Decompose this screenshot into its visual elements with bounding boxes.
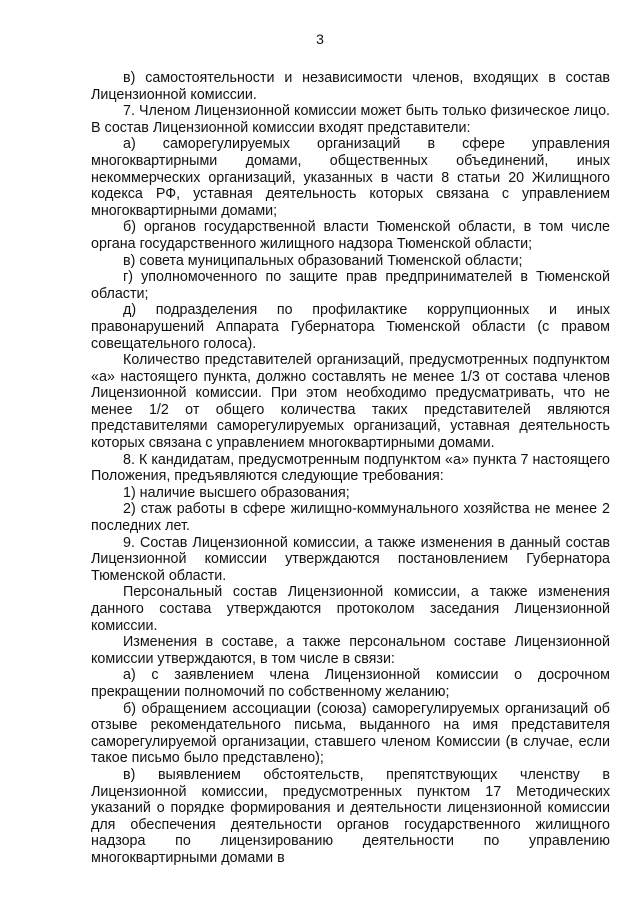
paragraph-8-requirements: 8. К кандидатам, предусмотренным подпунктом «а» пункта 7 настоящего Положения, предъявляются следующие требования: — [91, 451, 610, 485]
paragraph-7a-sro: а) саморегулируемых организаций в сфере управления многоквартирными домами, общественных объединений, иных некоммерческих организаций, указанных в части 8 статьи 20 Жилищного кодекса РФ, уставная деятельность которых связана с управлением многоквартирными домами; — [91, 136, 610, 219]
page-number: 3 — [316, 31, 324, 47]
paragraph-9-personal-composition: Персональный состав Лицензионной комиссии, а также изменения данного состава утверждаются протоколом заседания Лицензионной комиссии. — [91, 584, 610, 634]
document-body — [91, 70, 610, 867]
paragraph-9-changes: Изменения в составе, а также персональном составе Лицензионной комиссии утверждаются, в том числе в связи: — [91, 634, 610, 667]
paragraph-3v-independence: в) самостоятельности и независимости членов, входящих в состав Лицензионной комиссии. — [91, 70, 610, 103]
paragraph-7d-anticorruption: д) подразделения по профилактике коррупционных и иных правонарушений Аппарата Губернатора Тюменской области (с правом совещательного голоса). — [91, 302, 610, 352]
paragraph-9-approval: 9. Состав Лицензионной комиссии, а также изменения в данный состав Лицензионной комиссии утверждаются постановлением Губернатора Тюменской области. — [91, 534, 610, 584]
paragraph-9b-recall-letter: б) обращением ассоциации (союза) саморегулируемых организаций об отзыве рекомендательного письма, выданного на имя представителя саморегулируемой организации, ставшего членом Комиссии (в случае, если такое письмо было представлено); — [91, 700, 610, 767]
paragraph-7v-municipal-council: в) совета муниципальных образований Тюменской области; — [123, 252, 523, 269]
paragraph-9v-obstacles: в) выявлением обстоятельств, препятствующих членству в Лицензионной комиссии, предусмотренных пунктом 17 Методических указаний о порядке формирования и деятельности лицензионной комиссии для обеспечения деятельности органов государственного жилищного надзора по лицензированию деятельности по управлению многоквартирными домами в — [91, 766, 610, 866]
paragraph-7-membership: 7. Членом Лицензионной комиссии может быть только физическое лицо. В состав Лицензионной комиссии входят представители: — [91, 103, 610, 136]
paragraph-7b-government: б) органов государственной власти Тюменской области, в том числе органа государственного жилищного надзора Тюменской области; — [91, 219, 610, 252]
paragraph-8-2-experience: 2) стаж работы в сфере жилищно-коммунального хозяйства не менее 2 последних лет. — [91, 501, 610, 535]
paragraph-7-quota: Количество представителей организаций, предусмотренных подпунктом «а» настоящего пункта, должно составлять не менее 1/3 от состава членов Лицензионной комиссии. При этом необходимо предусматривать, что не менее 1/2 от общего количества таких представителей являются представителями саморегулируемых организаций, уставная деятельность которых связана с управлением многоквартирными домами. — [91, 352, 610, 452]
paragraph-9a-resignation: а) с заявлением члена Лицензионной комиссии о досрочном прекращении полномочий по собственному желанию; — [91, 667, 610, 700]
paragraph-7g-ombudsman: г) уполномоченного по защите прав предпринимателей в Тюменской области; — [91, 269, 610, 302]
paragraph-8-1-education: 1) наличие высшего образования; — [123, 484, 350, 501]
